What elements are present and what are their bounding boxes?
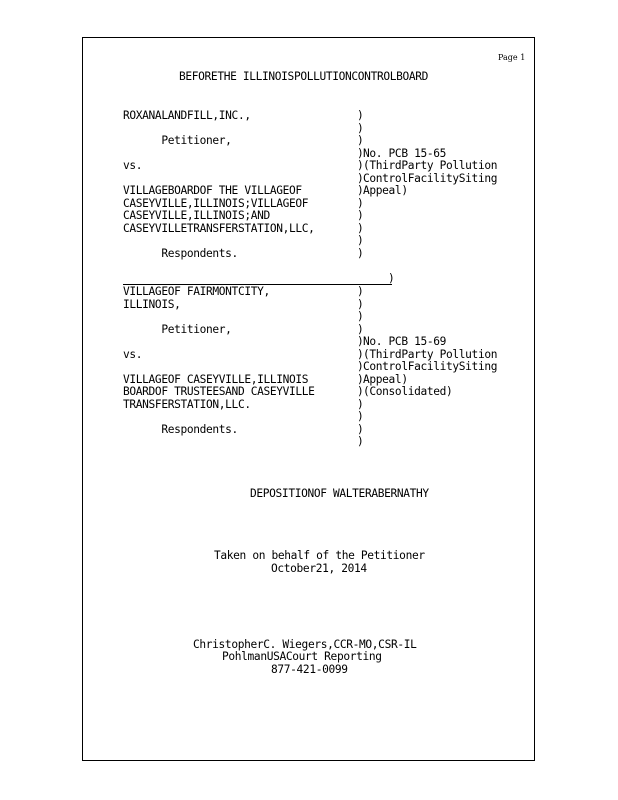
case1-caption-line: Petitioner, xyxy=(123,134,232,147)
case1-info-line: Appeal) xyxy=(363,184,408,197)
case1-bracket: ) xyxy=(357,196,364,210)
case1-case-info xyxy=(363,110,497,198)
case2-info-line: (ThirdParty Pollution xyxy=(363,347,498,361)
case1-party-caption xyxy=(123,110,315,260)
case2-info-line xyxy=(363,286,497,299)
case2-info-line: No. PCB 15-69 xyxy=(363,335,447,348)
deposition-date: October21, 2014 xyxy=(271,562,367,575)
case2-caption-line: Respondents. xyxy=(123,422,238,436)
case2-caption-line: ILLINOIS, xyxy=(123,297,181,311)
case1-caption-line: CASEYVILLE,ILLINOIS;VILLAGEOF xyxy=(123,196,309,210)
case1-bracket: ) xyxy=(357,209,364,222)
case1-bracket: ) xyxy=(357,121,364,135)
case2-info-line xyxy=(363,299,497,312)
case2-info-line: Appeal) xyxy=(363,372,408,386)
case1-info-line xyxy=(363,123,497,136)
case2-caption-line xyxy=(123,336,315,349)
case1-bracket: ) xyxy=(357,246,364,260)
case1-bracket: ) xyxy=(357,184,364,197)
case2-bracket: ) xyxy=(357,347,364,361)
case1-bracket: ) xyxy=(357,234,364,247)
case2-bracket: ) xyxy=(357,360,364,373)
case2-bracket: ) xyxy=(357,397,364,411)
case2-caption-line: TRANSFERSTATION,LLC. xyxy=(123,397,251,411)
case2-caption-line xyxy=(123,361,315,374)
case1-bracket: ) xyxy=(357,146,364,160)
case1-caption-line: vs. xyxy=(123,159,143,172)
case1-info-line xyxy=(363,135,497,148)
case2-info-line: ControlFacilitySiting xyxy=(363,360,498,373)
case1-bracket: ) xyxy=(357,159,364,172)
case1-caption-line: VILLAGEBOARDOF THE VILLAGEOF xyxy=(123,184,302,197)
case2-caption-line: vs. xyxy=(123,347,143,361)
reporter-name: ChristopherC. Wiegers,CCR-MO,CSR-IL xyxy=(193,638,417,651)
case2-bracket: ) xyxy=(357,410,364,423)
case1-info-line: ControlFacilitySiting xyxy=(363,171,498,185)
case1-caption-line: Respondents. xyxy=(123,246,238,260)
case2-bracket: ) xyxy=(357,310,364,323)
case2-case-info xyxy=(363,286,497,399)
case2-bracket: ) xyxy=(357,372,364,386)
case2-party-caption xyxy=(123,286,315,436)
reporter-company: PohlmanUSACourt Reporting xyxy=(222,650,382,663)
case1-caption-line: ROXANALANDFILL,INC., xyxy=(123,109,251,122)
case2-caption-line: BOARDOF TRUSTEESAND CASEYVILLE xyxy=(123,385,315,398)
case2-bracket: ) xyxy=(357,422,364,436)
case1-bracket: ) xyxy=(357,134,364,147)
case2-caption-line: Petitioner, xyxy=(123,322,232,336)
case2-caption-line xyxy=(123,311,315,324)
case2-info-line: (Consolidated) xyxy=(363,385,453,398)
case1-caption-line: CASEYVILLETRANSFERSTATION,LLC, xyxy=(123,221,315,235)
case1-info-line: (ThirdParty Pollution xyxy=(363,159,498,172)
case2-bracket: ) xyxy=(357,335,364,348)
case1-info-line: No. PCB 15-65 xyxy=(363,146,447,160)
court-title: BEFORETHE ILLINOISPOLLUTIONCONTROLBOARD xyxy=(179,70,429,83)
reporter-phone: 877-421-0099 xyxy=(271,663,348,676)
deposition-title: DEPOSITIONOF WALTERABERNATHY xyxy=(250,487,429,500)
case1-bracket: ) xyxy=(357,109,364,122)
case2-bracket: ) xyxy=(357,385,364,398)
case2-caption-line: VILLAGEOF FAIRMONTCITY, xyxy=(123,285,270,298)
case1-info-line xyxy=(363,110,497,123)
taken-on-behalf: Taken on behalf of the Petitioner xyxy=(214,549,425,562)
case2-bracket: ) xyxy=(357,322,364,336)
case1-caption-line xyxy=(123,148,315,161)
case2-caption-line: VILLAGEOF CASEYVILLE,ILLINOIS xyxy=(123,372,309,386)
case2-bracket: ) xyxy=(357,297,364,311)
case1-bracket: ) xyxy=(357,221,364,235)
case1-bracket: ) xyxy=(357,171,364,185)
case1-caption-line xyxy=(123,235,315,248)
case2-bracket: ) xyxy=(357,435,364,448)
case2-info-line xyxy=(363,311,497,324)
case2-caption-line xyxy=(123,411,315,424)
case1-closing-bracket: ) xyxy=(388,272,395,285)
page-number: Page 1 xyxy=(498,53,526,62)
case1-caption-line: CASEYVILLE,ILLINOIS;AND xyxy=(123,209,270,222)
case2-bracket: ) xyxy=(357,285,364,298)
